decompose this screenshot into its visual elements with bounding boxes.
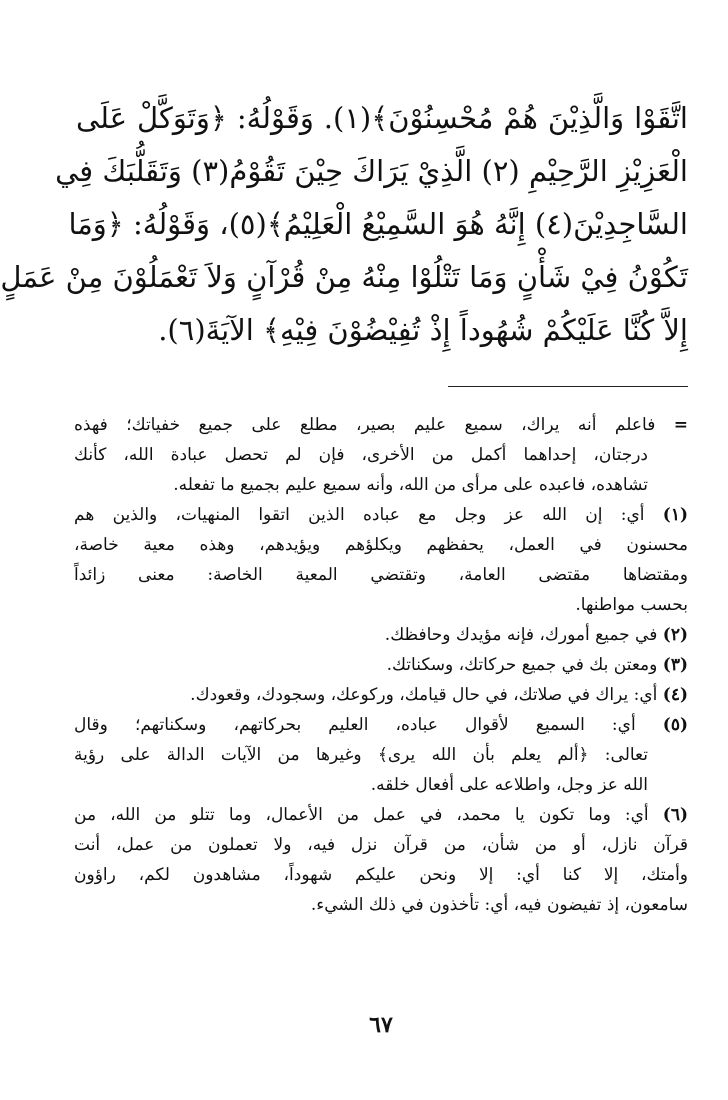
main-text-line: السَّاجِدِيْنَ(٤) إِنَّهُ هُوَ السَّمِيْعُ الْعَلِيْمُ﴾(٥)، وَقَوْلُهُ: ﴿وَمَا (68, 207, 688, 241)
footnote-line (74, 710, 688, 740)
footnote-text: أي: إن الله عز وجل مع عباده الذين اتقوا المنهيات، والذين هم (74, 505, 645, 525)
footnote-marker: (٣) (662, 655, 688, 675)
footnote-line: الله عز وجل، واطلاعه على أفعال خلقه. (370, 775, 648, 795)
footnote-text: ومعتن بك في جميع حركاتك، وسكناتك. (386, 655, 658, 675)
continuation-marker: = (673, 415, 689, 435)
footnote-line: بحسب مواطنها. (575, 595, 688, 615)
footnote-line: تعالى: ﴿ألم يعلم بأن الله يرى﴾ وغيرها من الآيات الدالة على رؤية (74, 745, 648, 765)
footnote-text: في جميع أمورك، فإنه مؤيدك وحافظك. (384, 625, 658, 645)
footnote-line (74, 800, 688, 830)
main-text-block (0, 92, 688, 357)
footnotes-block (74, 410, 688, 920)
footnote-text: أي: وما تكون يا محمد، في عمل من الأعمال، وما تتلو من الله، من (74, 805, 649, 825)
footnote-line: تشاهده، فاعبده على مرأى من الله، وأنه سميع عليم بجميع ما تفعله. (173, 475, 648, 495)
main-text-line: الْعَزِيْزِ الرَّحِيْمِ (٢) الَّذِيْ يَرَاكَ حِيْنَ تَقُوْمُ(٣) وَتَقَلُّبَكَ فِي (55, 154, 688, 188)
footnote-text: أي: يراك في صلاتك، في حال قيامك، وركوعك، وسجودك، وقعودك. (190, 685, 658, 705)
footnote-line: سامعون، إذ تفيضون فيه، أي: تأخذون في ذلك الشيء. (310, 895, 688, 915)
footnote-divider (448, 386, 688, 387)
page-number: ٦٧ (369, 1012, 393, 1038)
footnote-line: وأمتك، إلا كنا أي: إلا ونحن عليكم شهوداً، مشاهدون لكم، راؤون (74, 865, 688, 885)
footnote-line (74, 620, 688, 650)
footnote-marker: (١) (662, 505, 689, 525)
footnote-line (74, 410, 688, 440)
main-text-line: تَكُوْنُ فِيْ شَأْنٍ وَمَا تَتْلُوْا مِنْهُ مِنْ قُرْآنٍ وَلاَ تَعْمَلُوْنَ مِنْ عَمَلٍ (0, 260, 688, 294)
footnote-line: محسنون في العمل، يحفظهم ويكلؤهم ويؤيدهم، وهذه معية خاصة، (74, 535, 688, 555)
footnote-marker: (٦) (662, 805, 688, 825)
footnote-line (74, 680, 688, 710)
footnote-text: فاعلم أنه يراك، سميع عليم بصير، مطلع على جميع خفياتك؛ فهذه (74, 415, 656, 435)
footnote-marker: (٥) (662, 715, 688, 735)
footnote-marker: (٢) (662, 625, 688, 645)
main-text-line: إِلاَّ كُنَّا عَلَيْكُمْ شُهُوداً إِذْ تُفِيْضُوْنَ فِيْهِ﴾ الآيَةَ(٦). (158, 313, 688, 347)
footnote-line (74, 500, 688, 530)
footnote-marker: (٤) (662, 685, 688, 705)
footnote-line: قرآن نازل، أو من شأن، من قرآن نزل فيه، ولا تعملون من عمل، أنت (74, 835, 688, 855)
footnote-text: أي: السميع لأقوال عباده، العليم بحركاتهم، وسكناتهم؛ وقال (74, 715, 636, 735)
footnote-line: درجتان، إحداهما أكمل من الأخرى، فإن لم تحصل عبادة الله، كأنك (74, 445, 648, 465)
footnote-line: ومقتضاها مقتضى العامة، وتقتضي المعية الخاصة: معنى زائداً (74, 565, 688, 585)
footnote-line (74, 650, 688, 680)
main-text-line: اتَّقَوْا وَالَّذِيْنَ هُمْ مُحْسِنُوْنَ﴾(١). وَقَوْلُهُ: ﴿وَتَوَكَّلْ عَلَى (76, 101, 688, 135)
